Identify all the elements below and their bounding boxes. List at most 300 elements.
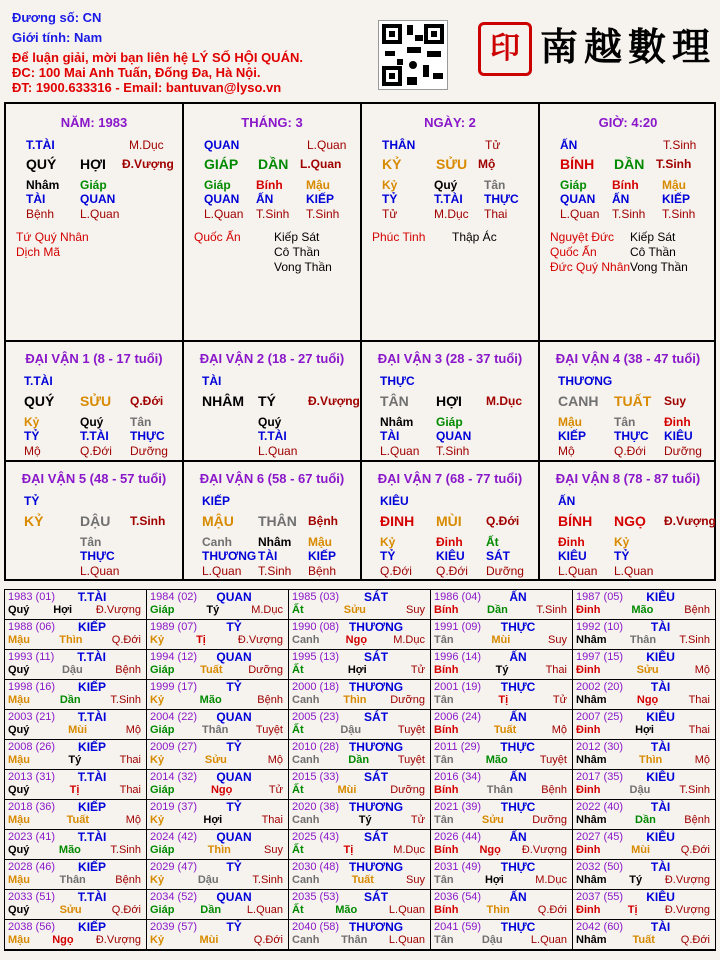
year-god: ẤN [509, 710, 527, 724]
dai-van-stage: Đ.Vượng [308, 394, 360, 408]
year-can: Giáp [150, 784, 175, 796]
year-god: TỶ [226, 800, 242, 814]
year-label: 1998 (16) [8, 681, 56, 693]
dai-van-hidden-god: THỰC [130, 429, 165, 443]
year-god: THƯƠNG [348, 800, 404, 814]
year-chi: Tuất [66, 814, 90, 826]
year-stage: L.Quan [246, 904, 283, 916]
dai-van-title: ĐẠI VẬN 7 (68 - 77 tuổi) [377, 471, 523, 486]
year-stage: Mộ [694, 754, 710, 766]
year-cell[interactable] [289, 590, 431, 620]
year-can: Đinh [576, 604, 601, 616]
year-label: 2015 (33) [292, 771, 340, 783]
year-can: Canh [292, 694, 320, 706]
year-stage: Thai [119, 784, 141, 796]
year-cell[interactable] [147, 920, 289, 950]
hidden-stem: Tân [484, 178, 506, 192]
year-chi: Thân [341, 934, 368, 946]
year-label: 2029 (47) [150, 861, 198, 873]
year-can: Nhâm [576, 814, 607, 826]
year-stage: Q.Đới [680, 934, 710, 946]
year-label: 2026 (44) [434, 831, 482, 843]
year-can: Đinh [576, 844, 601, 856]
year-god: SÁT [364, 770, 389, 784]
year-god: TÀI [650, 740, 671, 754]
year-cell[interactable] [289, 830, 431, 860]
year-chi: Thìn [343, 694, 367, 706]
year-chi: Tý [68, 754, 82, 766]
year-can: Nhâm [576, 754, 607, 766]
year-god: SÁT [364, 650, 389, 664]
year-chi: Dần [348, 754, 370, 766]
year-cell[interactable] [573, 680, 715, 710]
year-cell[interactable] [573, 860, 715, 890]
year-label: 2039 (57) [150, 921, 198, 933]
year-chi: Thìn [486, 904, 510, 916]
year-can: Quý [8, 844, 30, 856]
year-label: 2040 (58) [292, 921, 340, 933]
year-can: Giáp [150, 844, 175, 856]
year-cell[interactable] [289, 920, 431, 950]
year-god: ẤN [509, 770, 527, 784]
year-label: 2038 (56) [8, 921, 56, 933]
year-stage: Bệnh [115, 664, 141, 676]
year-label: 2002 (20) [576, 681, 624, 693]
year-stage: Đ.Vượng [521, 844, 567, 856]
year-chi: Dậu [481, 934, 503, 946]
dai-van-stage: Đ.Vượng [664, 514, 716, 528]
year-chi: Hợi [635, 724, 654, 736]
dai-van-can: NHÂM [202, 393, 244, 409]
year-label: 2013 (31) [8, 771, 56, 783]
dai-van-hidden: Quý [80, 415, 104, 429]
year-stage: T.Sinh [110, 694, 141, 706]
year-label: 2035 (53) [292, 891, 340, 903]
year-cell[interactable] [431, 590, 573, 620]
year-cell[interactable] [147, 770, 289, 800]
pillar-chi: SỬU [436, 156, 468, 172]
year-label: 1988 (06) [8, 621, 56, 633]
year-god: TÀI [650, 920, 671, 934]
year-cell[interactable] [289, 710, 431, 740]
year-cell[interactable] [573, 590, 715, 620]
year-chi: Tý [206, 604, 220, 616]
year-can: Quý [8, 664, 30, 676]
dai-van-hidden-stage: Mộ [24, 444, 41, 458]
year-god: ẤN [509, 590, 527, 604]
year-can: Canh [292, 634, 320, 646]
dai-van-chi: SỬU [80, 393, 112, 409]
year-stage: Tuyệt [255, 724, 283, 736]
dai-van-hidden: Mậu [558, 415, 582, 429]
year-label: 1994 (12) [150, 651, 198, 663]
pillar-title: NGÀY: 2 [424, 115, 476, 130]
pillar-chi: HỢI [80, 156, 106, 172]
dai-van-can: BÍNH [558, 513, 593, 529]
year-stage: Suy [548, 634, 567, 646]
dai-van-title: ĐẠI VẬN 2 (18 - 27 tuổi) [199, 351, 345, 366]
year-stage: M.Dục [251, 604, 283, 616]
dai-van-stage: T.Sinh [130, 514, 166, 528]
year-stage: Thai [688, 724, 710, 736]
dai-van-hidden: Kỷ [614, 535, 630, 549]
year-god: KIẾP [78, 680, 107, 694]
year-stage: Bệnh [684, 814, 710, 826]
year-can: Đinh [576, 664, 601, 676]
pillar-god-stage: Tử [485, 138, 501, 152]
year-label: 1996 (14) [434, 651, 482, 663]
year-cell[interactable] [431, 650, 573, 680]
year-chi: Thân [202, 724, 229, 736]
dai-van-hidden-stage: Bệnh [308, 564, 337, 578]
year-cell[interactable] [289, 890, 431, 920]
year-chi: Tuất [200, 664, 223, 676]
year-label: 2019 (37) [150, 801, 198, 813]
dai-van-hidden-god: THƯƠNG [202, 549, 257, 563]
year-label: 2028 (46) [8, 861, 56, 873]
year-cell[interactable] [147, 620, 289, 650]
dai-van-hidden: Tân [80, 535, 102, 549]
dai-van-chi: NGỌ [614, 513, 646, 529]
year-cell[interactable] [5, 650, 147, 680]
dai-van-hidden-stage: Q.Đới [80, 444, 112, 458]
year-label: 2030 (48) [292, 861, 340, 873]
year-god: T.TÀI [77, 770, 107, 784]
year-cell[interactable] [147, 710, 289, 740]
star-left: Phúc Tinh [372, 230, 426, 244]
dai-van-hidden-stage: Dưỡng [664, 444, 702, 458]
year-cell[interactable] [5, 890, 147, 920]
dai-van-stage: Q.Đới [130, 394, 164, 408]
year-cell[interactable] [431, 890, 573, 920]
year-stage: Q.Đới [111, 634, 141, 646]
year-label: 2023 (41) [8, 831, 56, 843]
dai-van-god: ẤN [558, 494, 576, 508]
year-can: Tân [434, 754, 454, 766]
year-cell[interactable] [5, 590, 147, 620]
hidden-stem: Giáp [204, 178, 231, 192]
hidden-god: T.TÀI [434, 192, 463, 206]
star-right: Vong Thần [630, 260, 688, 274]
year-cell[interactable] [573, 770, 715, 800]
year-can: Đinh [576, 904, 601, 916]
year-chi: Tị [627, 904, 638, 916]
year-can: Kỷ [150, 694, 165, 706]
year-god: QUAN [216, 590, 252, 604]
year-can: Ất [292, 844, 304, 856]
dai-van-hidden-god: T.TÀI [80, 429, 109, 443]
year-label: 2004 (22) [150, 711, 198, 723]
year-can: Quý [8, 604, 30, 616]
dai-van-god: THƯƠNG [558, 374, 613, 388]
year-stage: Mộ [125, 814, 141, 826]
dai-van-can: MẬU [202, 513, 234, 529]
year-god: TÀI [650, 620, 671, 634]
year-stage: Tử [268, 784, 283, 796]
year-cell[interactable] [147, 680, 289, 710]
year-can: Canh [292, 934, 320, 946]
hidden-stage: Bệnh [26, 207, 55, 221]
year-can: Nhâm [576, 934, 607, 946]
year-cell[interactable] [5, 770, 147, 800]
gender-label: Giới tính: Nam [12, 30, 103, 45]
year-can: Mậu [8, 874, 30, 886]
year-label: 2014 (32) [150, 771, 198, 783]
year-cell[interactable] [431, 680, 573, 710]
year-can: Giáp [150, 604, 175, 616]
dai-van-title: ĐẠI VẬN 6 (58 - 67 tuổi) [199, 471, 345, 486]
dai-van-stage: Suy [664, 394, 687, 408]
year-god: ẤN [509, 650, 527, 664]
year-cell[interactable] [5, 710, 147, 740]
star-left: Quốc Ấn [194, 230, 241, 244]
year-cell[interactable] [431, 740, 573, 770]
dai-van-god: TÀI [202, 374, 222, 388]
hidden-stem: Bính [256, 178, 283, 192]
year-god: THƯƠNG [348, 920, 404, 934]
year-cell[interactable] [289, 770, 431, 800]
dai-van-hidden-god: KIẾP [308, 549, 337, 563]
year-can: Mậu [8, 814, 30, 826]
year-stage: Bệnh [684, 604, 710, 616]
year-god: TỶ [226, 740, 242, 754]
dai-van-hidden-god: KIẾP [558, 429, 587, 443]
year-cell[interactable] [147, 650, 289, 680]
year-god: SÁT [364, 830, 389, 844]
dai-van-hidden-stage: Q.Đới [436, 564, 468, 578]
year-god: KIÊU [646, 770, 675, 784]
dai-van-hidden: Quý [258, 415, 282, 429]
dai-van-hidden-stage: Q.Đới [614, 444, 646, 458]
dai-van-chi: TÝ [258, 393, 276, 409]
pillar-title: GIỜ: 4:20 [598, 115, 658, 130]
pillar-can: QUÝ [26, 156, 57, 172]
year-cell[interactable] [431, 830, 573, 860]
year-can: Giáp [150, 724, 175, 736]
year-stage: Đ.Vượng [95, 934, 141, 946]
year-label: 2033 (51) [8, 891, 56, 903]
year-cell[interactable] [5, 680, 147, 710]
hidden-stage: T.Sinh [662, 207, 696, 221]
pillar-stage: Đ.Vượng [122, 157, 174, 171]
year-chi: Tuất [632, 934, 655, 946]
dai-van-stage: Bệnh [308, 514, 338, 528]
year-god: TỶ [226, 680, 242, 694]
dai-van-title: ĐẠI VẬN 4 (38 - 47 tuổi) [555, 351, 701, 366]
year-can: Quý [8, 724, 30, 736]
year-god: KIÊU [646, 650, 675, 664]
year-god: THỰC [500, 800, 536, 814]
phone-email-line[interactable]: ĐT: 1900.633316 - Email: bantuvan@lyso.vn [12, 80, 282, 95]
year-chi: Thìn [59, 634, 83, 646]
hidden-stem: Quý [434, 178, 458, 192]
dai-van-chi: TUẤT [614, 393, 652, 409]
dai-van-title: ĐẠI VẬN 1 (8 - 17 tuổi) [25, 351, 163, 366]
year-god: THƯƠNG [348, 620, 404, 634]
year-cell[interactable] [573, 650, 715, 680]
year-cell[interactable] [147, 860, 289, 890]
year-cell[interactable] [289, 800, 431, 830]
dai-van-hidden: Đinh [436, 535, 463, 549]
brand-calligraphy: 南越數理 [540, 24, 717, 69]
year-stage: Dưỡng [532, 814, 567, 826]
year-cell[interactable] [289, 860, 431, 890]
dai-van-hidden-god: KIÊU [558, 549, 587, 563]
dai-van-hidden-stage: L.Quan [380, 444, 420, 458]
dai-van-god: KIẾP [202, 494, 231, 508]
year-chi: Sửu [204, 754, 227, 766]
year-label: 2016 (34) [434, 771, 482, 783]
dai-van-god: T.TÀI [24, 374, 53, 388]
year-can: Kỷ [150, 934, 165, 946]
year-cell[interactable] [431, 620, 573, 650]
year-label: 2036 (54) [434, 891, 482, 903]
year-can: Canh [292, 874, 320, 886]
year-chi: Tý [629, 874, 643, 886]
star-right: Thập Ác [452, 230, 497, 244]
star-right: Cô Thần [630, 245, 676, 259]
year-label: 2041 (59) [434, 921, 482, 933]
year-cell[interactable] [573, 920, 715, 950]
pillar-god-stage: L.Quan [307, 138, 347, 152]
year-cell[interactable] [573, 710, 715, 740]
year-cell[interactable] [431, 800, 573, 830]
hidden-stage: L.Quan [204, 207, 244, 221]
year-stage: Thai [119, 754, 141, 766]
year-god: KIÊU [646, 590, 675, 604]
year-label: 2025 (43) [292, 831, 340, 843]
dai-van-hidden-god: TỶ [24, 429, 40, 443]
year-cell[interactable] [147, 590, 289, 620]
year-label: 2022 (40) [576, 801, 624, 813]
dai-van-hidden-stage: L.Quan [614, 564, 654, 578]
year-label: 1991 (09) [434, 621, 482, 633]
year-cell[interactable] [147, 890, 289, 920]
year-stage: Đ.Vượng [237, 634, 283, 646]
year-cell[interactable] [5, 830, 147, 860]
year-chi: Dần [487, 604, 508, 616]
dai-van-hidden: Tân [130, 415, 152, 429]
year-chi: Ngọ [345, 634, 368, 646]
hidden-god: TÀI [26, 192, 46, 206]
year-label: 1985 (03) [292, 591, 340, 603]
year-chi: Sửu [481, 814, 504, 826]
dai-van-hidden-god: TÀI [380, 429, 400, 443]
year-chi: Ngọ [636, 694, 659, 706]
year-label: 2006 (24) [434, 711, 482, 723]
star-left: Nguyệt Đức [550, 230, 615, 244]
year-stage: Tử [552, 694, 567, 706]
year-cell[interactable] [573, 800, 715, 830]
year-cell[interactable] [431, 860, 573, 890]
year-cell[interactable] [147, 740, 289, 770]
year-label: 2012 (30) [576, 741, 624, 753]
year-god: T.TÀI [77, 830, 107, 844]
year-chi: Thân [59, 874, 86, 886]
year-chi: Mùi [68, 724, 88, 736]
star-right: Vong Thần [274, 260, 332, 274]
year-cell[interactable] [147, 800, 289, 830]
star-left: Quốc Ấn [550, 245, 597, 259]
pillar-god-stage: M.Dục [129, 138, 164, 152]
year-cell[interactable] [289, 740, 431, 770]
year-stage: Tử [410, 814, 425, 826]
hidden-stage: Tử [382, 207, 398, 221]
dai-van-hidden: Ất [486, 535, 499, 549]
dai-van-hidden-god: TỶ [614, 549, 630, 563]
year-cell[interactable] [289, 680, 431, 710]
year-chi: Mão [199, 694, 222, 706]
year-stage: T.Sinh [536, 604, 567, 616]
year-stage: M.Dục [393, 844, 425, 856]
year-chi: Dậu [340, 724, 362, 736]
pillar-stage: L.Quan [300, 157, 342, 171]
year-cell[interactable] [147, 830, 289, 860]
year-can: Quý [8, 904, 30, 916]
year-cell[interactable] [5, 800, 147, 830]
year-cell[interactable] [431, 710, 573, 740]
year-stage: Suy [406, 874, 425, 886]
year-chi: Sửu [59, 904, 82, 916]
year-cell[interactable] [431, 770, 573, 800]
year-label: 2031 (49) [434, 861, 482, 873]
year-cell[interactable] [5, 620, 147, 650]
star-right: Kiếp Sát [274, 230, 320, 244]
year-chi: Thân [629, 634, 657, 646]
year-cell[interactable] [573, 620, 715, 650]
hidden-god: KIẾP [662, 192, 691, 206]
year-cell[interactable] [289, 650, 431, 680]
year-cell[interactable] [5, 920, 147, 950]
year-cell[interactable] [431, 920, 573, 950]
red-seal-stamp: 印 [478, 22, 532, 76]
year-can: Ất [292, 724, 304, 736]
year-cell[interactable] [5, 740, 147, 770]
hidden-god: TỶ [382, 192, 398, 206]
year-cell[interactable] [573, 830, 715, 860]
year-label: 2010 (28) [292, 741, 340, 753]
dai-van-title: ĐẠI VẬN 5 (48 - 57 tuổi) [21, 471, 167, 486]
dai-van-hidden: Giáp [436, 415, 463, 429]
dai-van-hidden-stage: Mộ [558, 444, 575, 458]
hidden-stage: Thai [484, 207, 508, 221]
year-can: Bính [434, 904, 459, 916]
dai-van-hidden: Nhâm [380, 415, 414, 429]
dai-van-can: ĐINH [380, 513, 415, 529]
year-god: THỰC [500, 620, 536, 634]
year-cell[interactable] [5, 860, 147, 890]
year-label: 2018 (36) [8, 801, 56, 813]
year-cell[interactable] [573, 890, 715, 920]
year-cell[interactable] [289, 620, 431, 650]
hidden-stage: T.Sinh [306, 207, 340, 221]
pillar-can: KỶ [382, 156, 402, 172]
year-god: THƯƠNG [348, 860, 404, 874]
year-god: KIẾP [78, 740, 107, 754]
year-chi: Dần [59, 694, 81, 706]
year-can: Nhâm [576, 874, 607, 886]
year-chi: Ngọ [479, 844, 501, 856]
year-can: Ất [292, 604, 304, 616]
year-god: THỰC [500, 740, 535, 754]
year-chi: Tuất [351, 874, 374, 886]
year-can: Giáp [150, 664, 175, 676]
dai-van-hidden: Mậu [308, 535, 332, 549]
year-chi: Thân [486, 784, 514, 796]
contact-note: Để luận giải, mời bạn liên hệ LÝ SỐ HỘI QUÁN. [12, 50, 303, 65]
year-chi: Dần [200, 904, 222, 916]
year-cell[interactable] [573, 740, 715, 770]
